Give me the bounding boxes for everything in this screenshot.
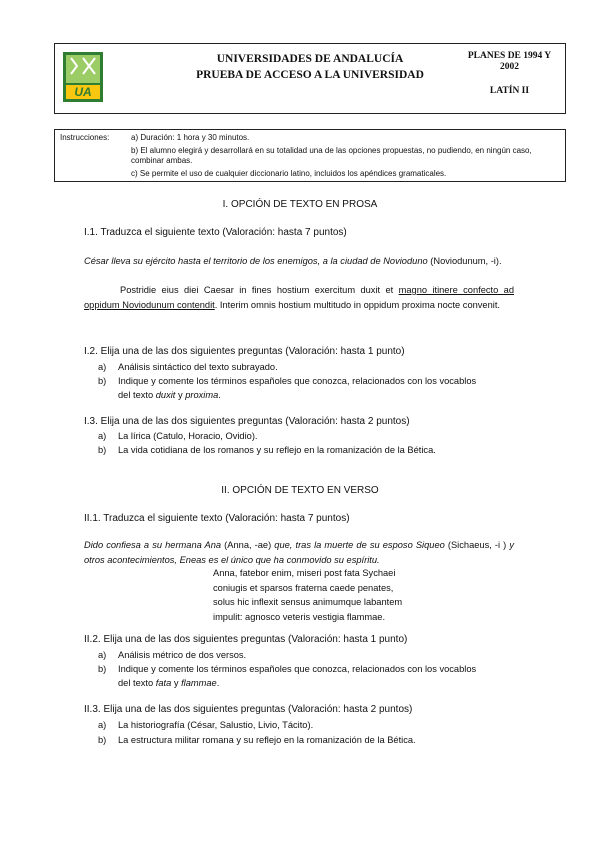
option2-context [84,538,514,567]
option-text: Indique y comente los términos españoles que conozca, relacionados con los vocablos [118,376,477,386]
option2-title: II. OPCIÓN DE TEXTO EN VERSO [221,485,379,496]
option-text: . [216,678,220,688]
latin-text-a: Postridie eius diei Caesar in fines hostium exercitum duxit et [120,285,399,295]
option-text: La lírica (Catulo, Horacio, Ovidio). [118,431,258,441]
instruction-item: c) Se permite el uso de cualquier diccionario latino, incluidos los apéndices gramaticales. [131,168,447,178]
option-text: del texto [118,678,156,688]
instructions-list [131,133,559,181]
option2-q2-title: II.2. Elija una de las dos siguientes preguntas (Valoración: hasta 1 punto) [84,634,408,645]
planes-line-2: 2002 [500,62,519,72]
option2-q3-a [98,718,514,732]
planes-label [462,51,557,73]
option2-q3-title: II.3. Elija una de las dos siguientes preguntas (Valoración: hasta 2 puntos) [84,704,413,715]
option1-q1-title: I.1. Traduzca el siguiente texto (Valoración: hasta 7 puntos) [84,227,347,238]
option2-q2-a [98,648,514,662]
option-text: y [171,678,182,688]
verse-line: impulit: agnosco veteris vestigia flammae. [213,611,386,622]
option-text: . [218,390,221,400]
option-label: b) [98,376,107,386]
instructions-box [54,129,566,182]
option2-q2-b [98,662,514,690]
context-plain: (Anna, -ae) [221,540,275,550]
title-line-1: UNIVERSIDADES DE ANDALUCÍA [216,53,404,65]
option-label: a) [98,720,107,730]
title-line-2: PRUEBA DE ACCESO A LA UNIVERSIDAD [196,69,424,81]
option1-latin-text [84,283,514,312]
option2-q1-title: II.1. Traduzca el siguiente texto (Valoración: hasta 7 puntos) [84,513,350,524]
context-plain: (Sichaeus, -i ) [444,540,510,550]
option-label: b) [98,664,107,674]
planes-line-1: PLANES DE 1994 Y [467,51,552,61]
option-label: a) [98,431,107,441]
context-italic: César lleva su ejército hasta el territorio de los enemigos, a la ciudad de Novioduno [84,256,428,266]
option-label: b) [98,735,107,745]
option-text: del texto [118,390,156,400]
option1-q3-a [98,429,514,443]
option-label: b) [98,445,107,455]
option-text: La vida cotidiana de los romanos y su reflejo en la romanización de la Bética. [118,445,436,455]
instruction-item: a) Duración: 1 hora y 30 minutos. [131,133,250,142]
logo-text: UA [74,85,92,99]
option1-q2-title: I.2. Elija una de las dos siguientes preguntas (Valoración: hasta 1 punto) [84,346,405,357]
context-italic: que, tras la muerte de su esposo Siqueo [274,540,445,550]
option-text: y [175,390,186,400]
option1-q2-a [98,360,514,374]
instructions-label: Instrucciones: [60,133,110,142]
latin-word: proxima [185,390,219,400]
verse-line: solus hic inflexit sensus animumque labantem [213,597,403,607]
option-label: a) [98,362,107,372]
latin-text-b: . Interim omnis hostium multitudo in oppidum proxima nocte convenit. [214,299,501,310]
verse-block [213,566,402,624]
option1-context [84,254,514,269]
option-text: Indique y comente los términos españoles que conozca, relacionados con los vocablos [118,664,477,674]
option1-title: I. OPCIÓN DE TEXTO EN PROSA [222,199,378,210]
context-italic: Dido confiesa a su hermana Ana [84,540,222,550]
option-label: a) [98,650,107,660]
context-italic: y otros acontecimientos, Eneas es el único que ha conmovido su espíritu. [84,540,514,565]
verse-line: Anna, fatebor enim, miseri post fata Sychaei [213,568,396,578]
option-text: Análisis métrico de dos versos. [118,650,247,660]
exam-header [54,43,566,114]
option1-q2-b [98,374,514,402]
option1-q3-b [98,443,514,457]
context-plain: (Noviodunum, -i). [427,256,502,266]
latin-word: duxit [155,390,176,400]
latin-text-underlined: magno itinere confecto ad oppidum Noviodunum contendit [84,285,514,310]
option-text: La estructura militar romana y su reflejo en la romanización de la Bética. [118,735,416,745]
option-text: La historiografía (César, Salustio, Livio, Tácito). [118,720,314,730]
subject-label: LATÍN II [489,86,530,96]
latin-word: fata [155,678,172,688]
option2-q3-b [98,733,514,747]
option1-q3-title: I.3. Elija una de las dos siguientes preguntas (Valoración: hasta 2 puntos) [84,416,410,427]
verse-line: coniugis et sparsos fraterna caede penates, [213,582,394,593]
option-text: Análisis sintáctico del texto subrayado. [118,362,278,372]
instruction-item: b) El alumno elegirá y desarrollará en su totalidad una de las opciones propuestas, no pudiendo, en ningún caso, combinar ambas. [131,145,532,165]
latin-word: flammae [181,678,217,688]
